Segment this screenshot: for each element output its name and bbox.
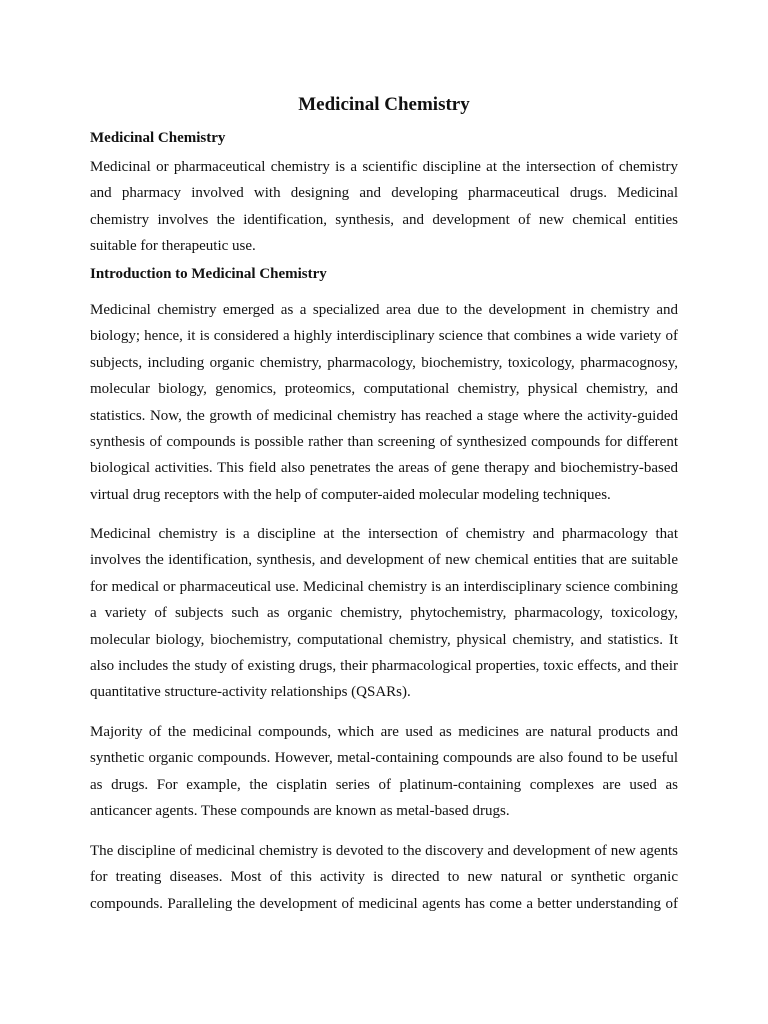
- document-title: Medicinal Chemistry: [298, 94, 470, 115]
- paragraph-discipline: Medicinal chemistry is a discipline at the intersection of chemistry and pharmacology that involves the identification, synthesis, and development of new chemical entities that are suitable for medical or pharmaceutical use. Medicinal chemistry is an interdisciplinary science combining a variety of subjects such as organic chemistry, phytochemistry, pharmacology, toxicology, molecular biology, biochemistry, computational chemistry, physical chemistry, and statistics. It also includes the study of existing drugs, their pharmacological properties, toxic effects, and their quantitative structure-activity relationships (QSARs).: [90, 526, 678, 701]
- paragraph-emergence: Medicinal chemistry emerged as a specialized area due to the development in chemistry and biology; hence, it is considered a highly interdisciplinary science that combines a wide variety of subjects, including organic chemistry, pharmacology, biochemistry, toxicology, pharmacognosy, molecular biology, genomics, proteomics, computational chemistry, physical chemistry, and statistics. Now, the growth of medicinal chemistry has reached a stage where the activity-guided synthesis of compounds is possible rather than screening of synthesized compounds for different biological activities. This field also penetrates the areas of gene therapy and biochemistry-based virtual drug receptors with the help of computer-aided molecular modeling techniques.: [90, 302, 678, 503]
- paragraph-definition: Medicinal or pharmaceutical chemistry is a scientific discipline at the intersection of chemistry and pharmacy involved with designing and developing pharmaceutical drugs. Medicinal chemistry involves the identification, synthesis, and development of new chemical entities suitable for therapeutic use.: [90, 159, 678, 255]
- section-heading-medicinal-chemistry: Medicinal Chemistry: [90, 130, 226, 146]
- paragraph-discovery: The discipline of medicinal chemistry is devoted to the discovery and development of new agents for treating diseases. Most of this activity is directed to new natural or synthetic organic compounds. Paralleling the development of medicinal agents has come a better understanding of: [90, 843, 678, 912]
- section-heading-introduction: Introduction to Medicinal Chemistry: [90, 266, 327, 282]
- paragraph-metal-based-drugs: Majority of the medicinal compounds, which are used as medicines are natural products and synthetic organic compounds. However, metal-containing compounds are also found to be useful as drugs. For example, the cisplatin series of platinum-containing complexes are used as anticancer agents. These compounds are known as metal-based drugs.: [90, 724, 678, 820]
